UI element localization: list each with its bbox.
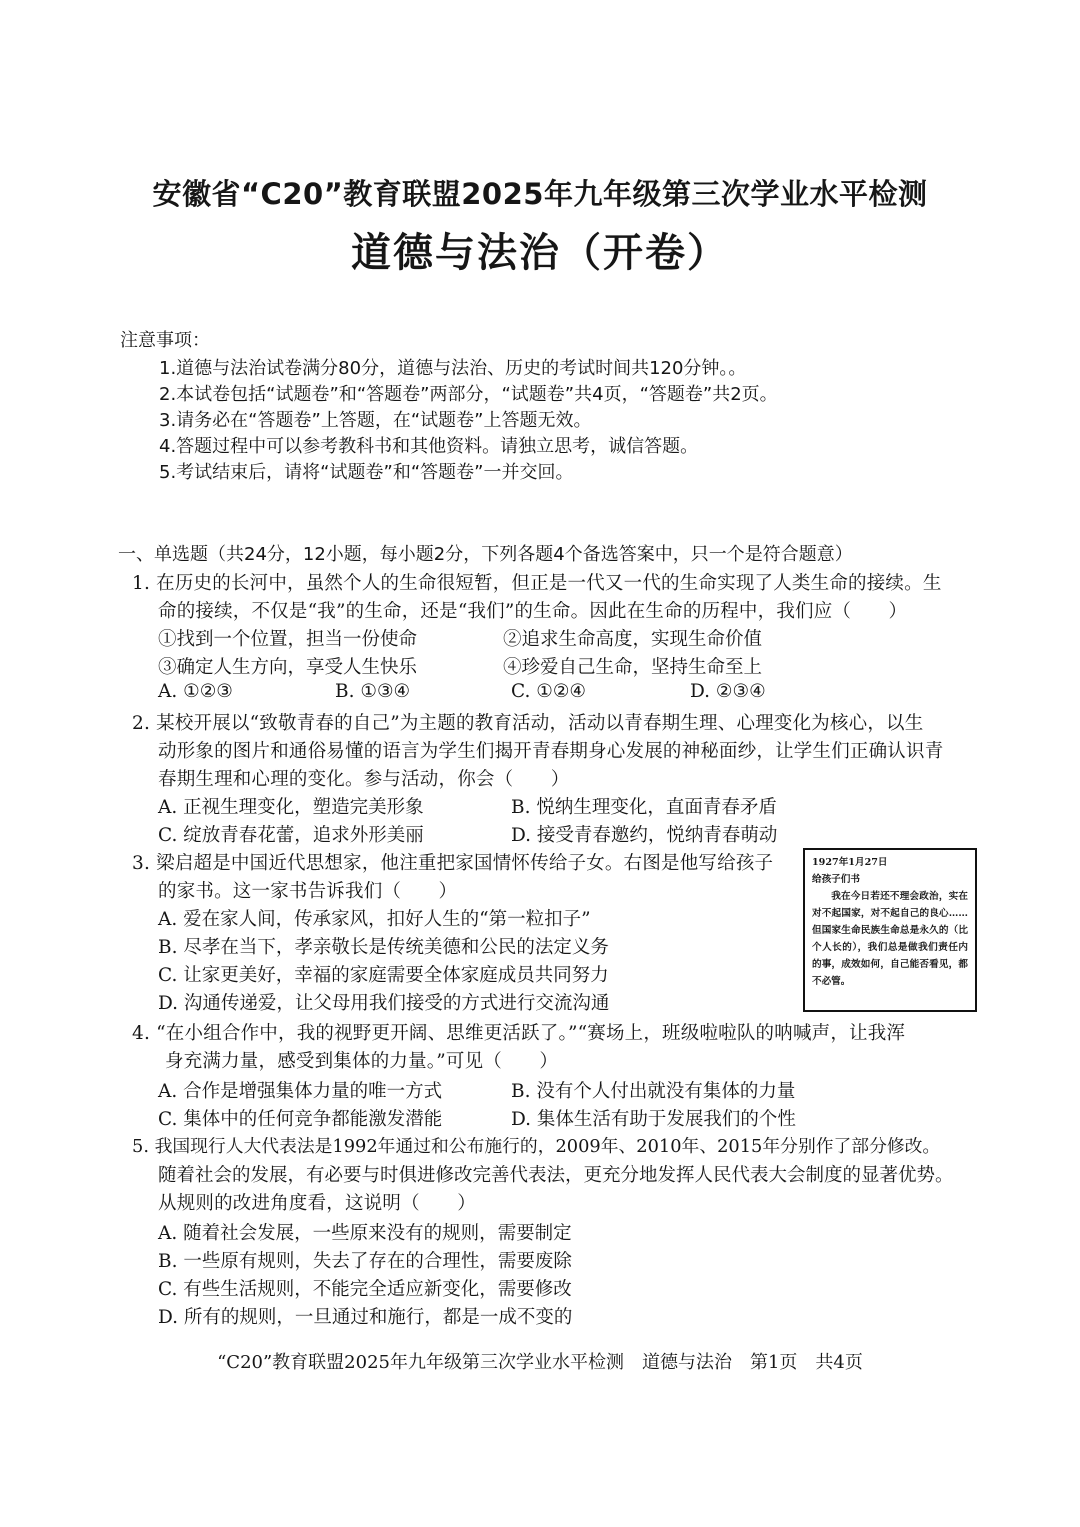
question-2-text: 动形象的图片和通俗易懂的语言为学生们揭开青春期身心发展的神秘面纱，让学生们正确认识青 xyxy=(158,741,944,762)
question-2-option-b: B. 悦纳生理变化，直面青春矛盾 xyxy=(511,797,777,818)
question-5-option-b: B. 一些原有规则，失去了存在的合理性，需要废除 xyxy=(158,1251,572,1272)
question-2-option-c: C. 绽放青春花蕾，追求外形美丽 xyxy=(158,825,424,846)
question-2-option-d: D. 接受青春邀约，悦纳青春萌动 xyxy=(511,825,778,846)
question-2-text: 2. 某校开展以“致敬青春的自己”为主题的教育活动，活动以青春期生理、心理变化为核心，以生 xyxy=(132,713,924,734)
question-1-item: ②追求生命高度，实现生命价值 xyxy=(503,629,763,650)
section-heading: 一、单选题（共24分，12小题，每小题2分，下列各题4个备选答案中，只一个是符合题意） xyxy=(118,544,853,565)
notice-item: 2.本试卷包括“试题卷”和“答题卷”两部分，“试题卷”共4页，“答题卷”共2页。 xyxy=(159,384,778,405)
question-5-text: 从规则的改进角度看，这说明（ ） xyxy=(158,1193,476,1214)
question-5-option-a: A. 随着社会发展，一些原来没有的规则，需要制定 xyxy=(158,1223,572,1244)
family-letter-image xyxy=(803,848,977,1012)
question-4-option-c: C. 集体中的任何竞争都能激发潜能 xyxy=(158,1109,443,1130)
question-5-option-c: C. 有些生活规则，不能完全适应新变化，需要修改 xyxy=(158,1279,572,1300)
notice-item: 1.道德与法治试卷满分80分，道德与法治、历史的考试时间共120分钟。。 xyxy=(159,358,747,379)
letter-date: 1927年1月27日 xyxy=(812,857,888,868)
notice-item: 4.答题过程中可以参考教科书和其他资料。请独立思考，诚信答题。 xyxy=(159,436,699,457)
letter-recipient: 给孩子们书 xyxy=(812,874,860,885)
question-1-option-d: D. ②③④ xyxy=(690,681,766,702)
question-3-text: 3. 梁启超是中国近代思想家，他注重把家国情怀传给子女。右图是他写给孩子 xyxy=(132,853,774,874)
question-3-option-c: C. 让家更美好，幸福的家庭需要全体家庭成员共同努力 xyxy=(158,965,609,986)
question-1-option-a: A. ①②③ xyxy=(158,681,233,702)
question-4-text: 身充满力量，感受到集体的力量。”可见（ ） xyxy=(165,1051,559,1072)
question-1-item: ④珍爱自己生命，坚持生命至上 xyxy=(503,657,763,678)
exam-title: 安徽省“C20”教育联盟2025年九年级第三次学业水平检测 xyxy=(152,177,928,211)
subject-title: 道德与法治（开卷） xyxy=(351,229,729,276)
question-1-option-b: B. ①③④ xyxy=(335,681,411,702)
question-3-option-a: A. 爱在家人间，传承家风，扣好人生的“第一粒扣子” xyxy=(158,909,591,930)
notice-item: 5.考试结束后，请将“试题卷”和“答题卷”一并交回。 xyxy=(159,462,574,483)
question-4-text: 4. “在小组合作中，我的视野更开阔、思维更活跃了。”“赛场上，班级啦啦队的呐喊声，让我浑 xyxy=(132,1023,906,1044)
notice-heading: 注意事项： xyxy=(120,330,210,351)
question-2-text: 春期生理和心理的变化。参与活动，你会（ ） xyxy=(158,769,570,790)
question-1-text: 1. 在历史的长河中，虽然个人的生命很短暂，但正是一代又一代的生命实现了人类生命的接续。生 xyxy=(132,573,942,594)
question-4-option-d: D. 集体生活有助于发展我们的个性 xyxy=(511,1109,796,1130)
question-1-text: 命的接续，不仅是“我”的生命，还是“我们”的生命。因此在生命的历程中，我们应（ ） xyxy=(158,601,908,622)
question-5-option-d: D. 所有的规则，一旦通过和施行，都是一成不变的 xyxy=(158,1307,573,1328)
question-3-option-d: D. 沟通传递爱，让父母用我们接受的方式进行交流沟通 xyxy=(158,993,610,1014)
page-footer: “C20”教育联盟2025年九年级第三次学业水平检测 道德与法治 第1页 共4页 xyxy=(217,1352,863,1373)
question-1-item: ③确定人生方向，享受人生快乐 xyxy=(158,657,418,678)
question-3-option-b: B. 尽孝在当下，孝亲敬长是传统美德和公民的法定义务 xyxy=(158,937,609,958)
notice-item: 3.请务必在“答题卷”上答题，在“试题卷”上答题无效。 xyxy=(159,410,592,431)
question-3-text: 的家书。这一家书告诉我们（ ） xyxy=(158,881,458,902)
question-1-item: ①找到一个位置，担当一份使命 xyxy=(158,629,418,650)
question-2-option-a: A. 正视生理变化，塑造完美形象 xyxy=(158,797,424,818)
question-5-text: 5. 我国现行人大代表法是1992年通过和公布施行的，2009年、2010年、2015年分别作了部分修改。 xyxy=(132,1136,941,1157)
letter-body: 我在今日若还不理会政治，实在对不起国家，对不起自己的良心……但国家生命民族生命总是永久的（比个人长的），我们总是做我们责任内的事，成效如何，自己能否看见，都不必管。 xyxy=(812,891,968,987)
question-5-text: 随着社会的发展，有必要与时俱进修改完善代表法，更充分地发挥人民代表大会制度的显著优势。 xyxy=(158,1165,954,1186)
question-1-option-c: C. ①②④ xyxy=(511,681,587,702)
question-4-option-b: B. 没有个人付出就没有集体的力量 xyxy=(511,1081,796,1102)
question-4-option-a: A. 合作是增强集体力量的唯一方式 xyxy=(158,1081,443,1102)
